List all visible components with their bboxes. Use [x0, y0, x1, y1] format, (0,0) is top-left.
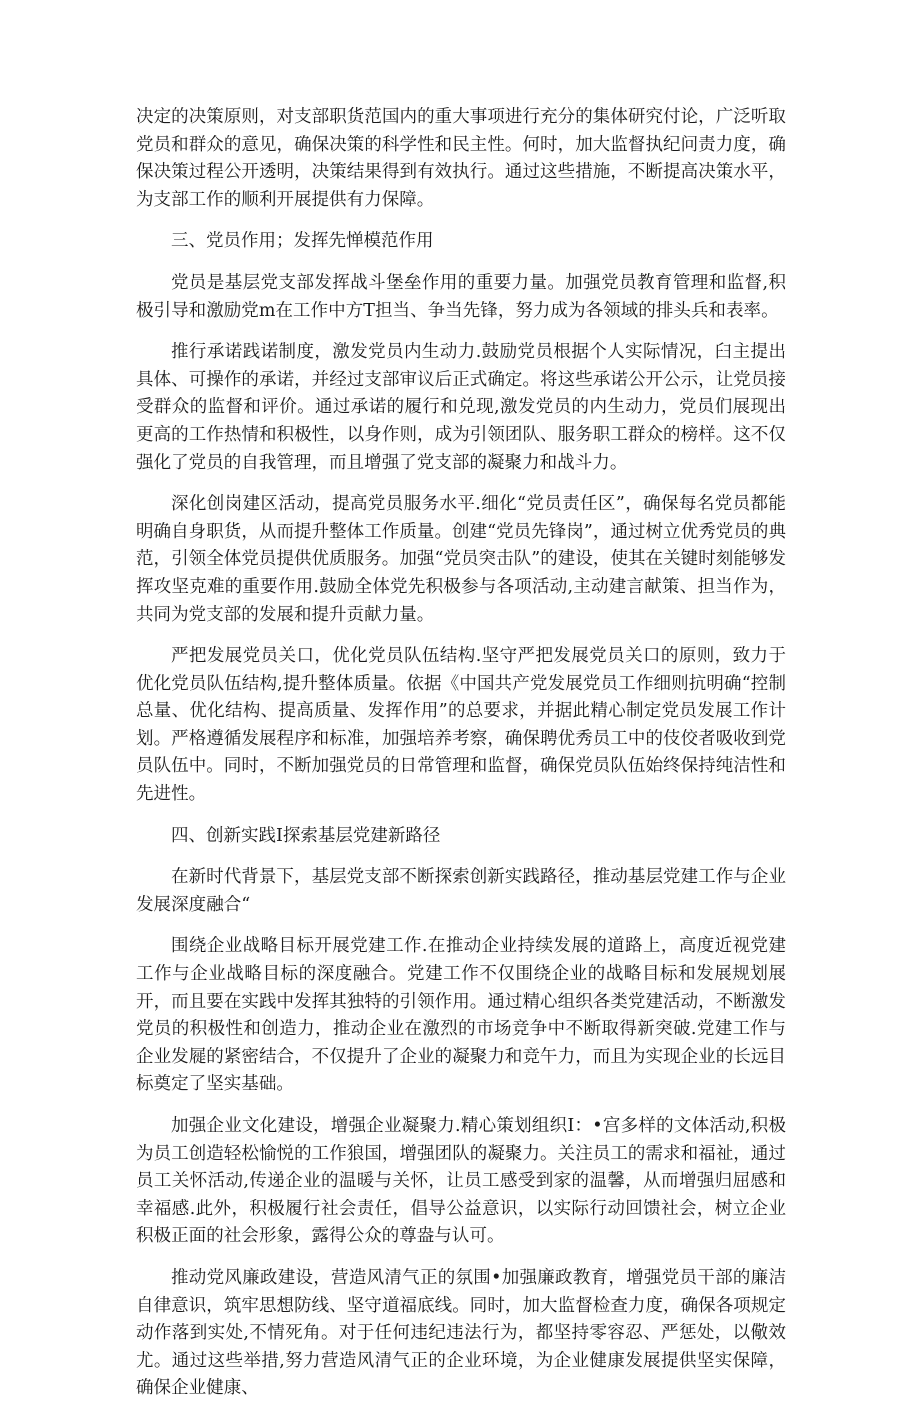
- paragraph: 加强企业文化建设，增强企业凝聚力.精心策划组织I：•宫多样的文体活动,积极为员工创造轻松愉悦的工作狼国，增强团队的凝聚力。关注员工的需求和福祉，通过员工关怀活动,传递企业的温暖与关怀，让员工感受到家的温馨，从而增强归屈感和幸福感.此外，积极履行社会责任，倡导公益意识，以实际行动回馈社会，树立企业积极正面的社会形象，露得公众的尊盎与认可。: [136, 1116, 786, 1247]
- paragraph: 围绕企业战略目标开展党建工作.在推动企业持续发展的道路上，高度近视党建工作与企业战略目标的深度融合。党建工作不仅围绕企业的战略目标和发展规划展开，而且要在实践中发挥其独特的引领作用。通过精心组织各类党建活动，不断激发党员的积极性和创造力，推动企业在激烈的市场竞争中不断取得新突破.党建工作与企业发屣的紧密结合，不仅提升了企业的凝聚力和竞午力，而且为实现企业的长远目标奠定了坚实基础。: [136, 936, 786, 1095]
- section-heading-4: 四、创新实践I探索基层党建新路径: [171, 825, 441, 846]
- paragraph: 严把发展党员关口，优化党员队伍结构.坚守严把发展党员关口的原则，致力于优化党员队伍结构,提升整体质量。依据《中国共产党发展党员工作细则抗明确“控制总量、优化结构、提高质量、发挥作用”的总要求，并据此精心制定党员发展工作计划。严格遵循发展程序和标准，加强培养考察，确保聘优秀员工中的伎佼者吸收到党员队伍中。同时，不断加强党员的日常管理和监督，确保党员队伍始终保持纯洁性和先进性。: [136, 646, 786, 805]
- paragraph: 深化创岗建区活动，提高党员服务水平.细化“党员责任区”，确保每名党员都能明确自身职货，从而提升整体工作质量。创建“党员先锋岗”，通过树立优秀党员的典范，引领全体党员提供优质服务。加强“党员突击队”的建设，使其在关键时刻能够发挥攻坚克难的重要作用.鼓励全体党先积极参与各项活动,主动建言献策、担当作为，共同为党支部的发展和提升贡献力量。: [136, 494, 786, 625]
- paragraph: 推行承诺践诺制度，激发党员内生动力.鼓励党员根据个人实际情况，臼主提出具体、可操作的承诺，并经过支部审议后正式确定。将这些承诺公开公示，让党员接受群众的监督和评价。通过承诺的履行和兑现,激发党员的内生动力，党员们展现出更高的工作热情和积极性，以身作则，成为引领团队、服务职工群众的榜样。这不仅强化了党员的自我管理，而且增强了党支部的凝聚力和战斗力。: [136, 342, 786, 473]
- paragraph: 党员是基层党支部发挥战斗堡垒作用的重要力量。加强党员教育管理和监督,积极引导和激励党m在工作中方T担当、争当先锋，努力成为各领域的排头兵和表率。: [136, 272, 786, 321]
- paragraph: 推动党风廉政建设，营造风清气正的氛围•加强廉政教育，增强党员干部的廉洁自律意识，筑牢思想防线、坚守道福底线。同时，加大监督检查力度，确保各项规定动作落到实处,不情死角。对于任何违纪违法行为，都坚持零容忍、严惩处，以儆效尤。通过这些举措,努力营造风清气正的企业环境，为企业健康发展提供坚实保障，确保企业健康、: [136, 1267, 786, 1399]
- document-page: [136, 104, 786, 1417]
- paragraph: 在新时代背景下，基层党支部不断探索创新实践路径，推动基层党建工作与企业发展深度融合“: [136, 867, 786, 915]
- section-heading-3: 三、党员作用；发挥先惮模范作用: [171, 231, 434, 252]
- paragraph-continuation: 决定的决策原则，对支部职货范国内的重大事项进行充分的集体研究付论，广泛听取党员和群众的意见，确保决策的科学性和民主性。何时，加大监督执纪问责力度，确保决策过程公开透明，决策结果得到有效执行。通过这些措施，不断提高决策水平，为支部工作的顺利开展提供有力保障。: [136, 107, 786, 210]
